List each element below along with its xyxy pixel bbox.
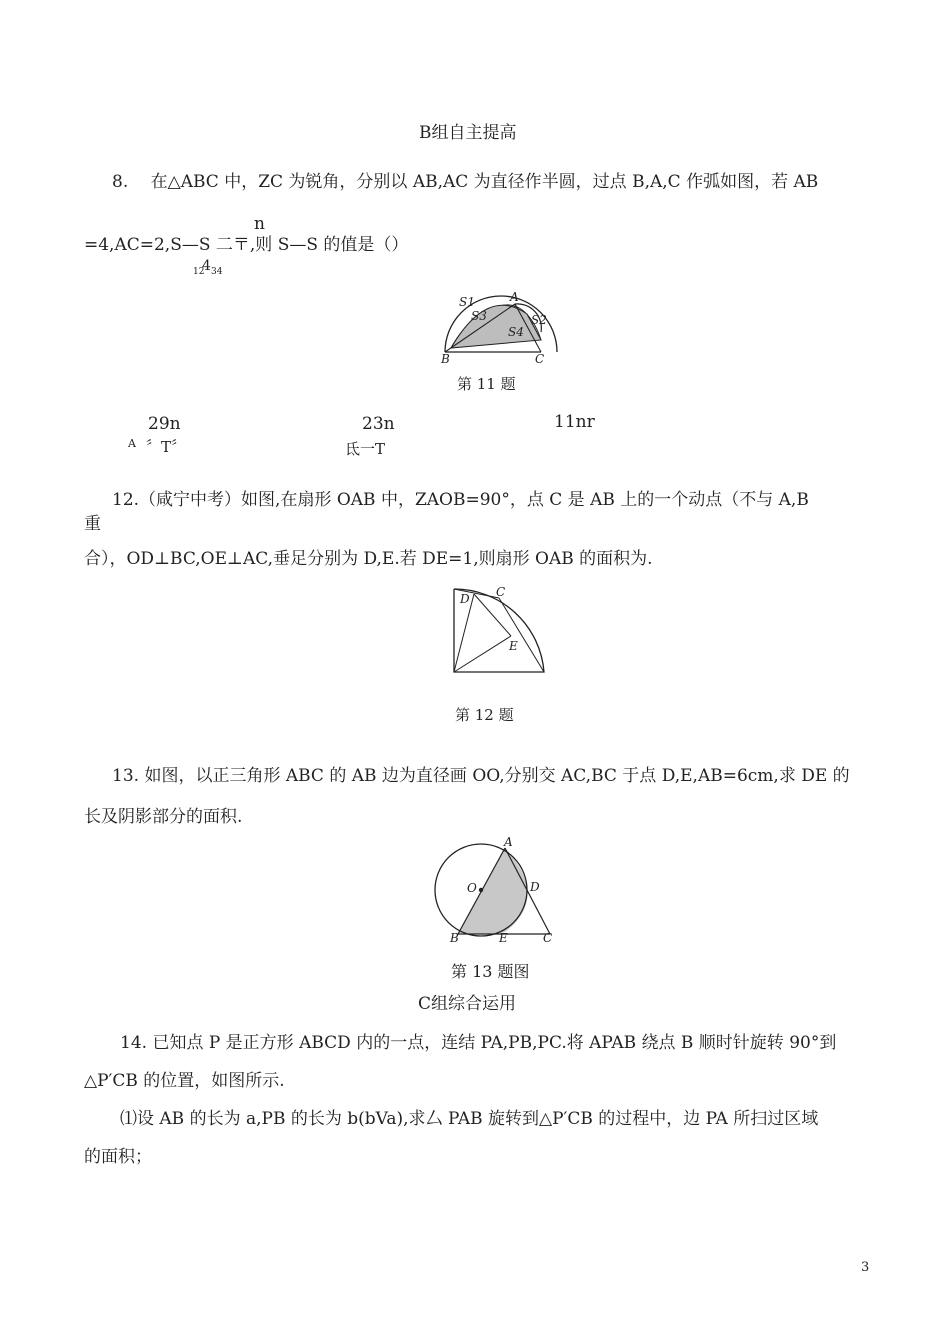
fig13-label-d: D [530, 880, 540, 894]
q14-part1-line2: 的面积； [84, 1147, 152, 1167]
q12-line1: 12.（咸宁中考）如图,在扇形 OAB 中，ZAOB=90°，点 C 是 AB 上的一个动点（不与 A,B [112, 490, 809, 510]
fig13-label-e: E [499, 931, 508, 945]
fig13-label-a: A [504, 835, 513, 849]
figure-13-circle-triangle [433, 835, 558, 945]
q8-option-c-top: 11nr [554, 412, 595, 432]
fig12-label-e: E [509, 639, 518, 653]
q8-subscript-small-1: 12 [193, 267, 205, 277]
figure-13-caption: 第 13 题图 [451, 962, 530, 981]
fig11-label-s4: S4 [508, 325, 524, 339]
section-b-heading: B组自主提高 [419, 123, 517, 143]
q8-line1: 8. 在△ABC 中，ZC 为锐角，分别以 AB,AC 为直径作半圆，过点 B,A,C 作弧如图，若 AB [112, 172, 819, 192]
q8-option-b-bottom: 氐一T [345, 440, 386, 458]
section-c-heading: C组综合运用 [418, 994, 517, 1014]
q12-line1b: 重 [84, 514, 101, 534]
q8-option-b-top: 23n [362, 414, 395, 434]
fig13-label-o: O [467, 881, 477, 895]
figure-11-semicircles [437, 288, 577, 366]
q8-option-a-letter: A [128, 437, 136, 450]
fig12-label-c: C [496, 585, 506, 599]
fig11-label-b: B [441, 352, 450, 366]
q8-subscript-big: 4 [202, 258, 211, 274]
q8-fraction-top: n [254, 214, 265, 234]
figure-11-caption: 第 11 题 [457, 375, 516, 393]
q8-subscript-small-2: 34 [211, 267, 223, 277]
fig11-label-a: A [510, 290, 519, 304]
figure-12-sector [449, 584, 549, 679]
q14-line1: 14. 已知点 P 是正方形 ABCD 内的一点，连结 PA,PB,PC.将 APAB 绕点 B 顺时针旋转 90°到 [120, 1033, 837, 1053]
fig13-label-c: C [543, 931, 553, 945]
fig11-label-s3: S3 [471, 309, 487, 323]
fig12-label-d: D [460, 592, 470, 606]
q13-line2: 长及阴影部分的面积. [84, 807, 243, 827]
figure-12-caption: 第 12 题 [455, 706, 514, 724]
page-number: 3 [861, 1260, 870, 1275]
q12-line2: 合），OD⊥BC,OE⊥AC,垂足分别为 D,E.若 DE=1,则扇形 OAB 的面积为. [84, 549, 653, 569]
q8-option-a-bottom: 〞T〞 [146, 438, 187, 456]
fig11-label-c: C [535, 352, 545, 366]
fig11-label-s1: S1 [459, 295, 475, 309]
q14-line2: △P′CB 的位置，如图所示. [84, 1071, 285, 1091]
q14-part1-line1: ⑴设 AB 的长为 a,PB 的长为 b(bVa),求厶 PAB 旋转到△P′CB 的过程中，边 PA 所扫过区域 [120, 1109, 819, 1129]
fig11-label-s2: S2 [531, 313, 547, 327]
q13-line1: 13. 如图，以正三角形 ABC 的 AB 边为直径画 OO,分别交 AC,BC 于点 D,E,AB=6cm,求 DE 的 [112, 766, 850, 786]
q8-option-a-top: 29n [148, 414, 181, 434]
q8-line2: =4,AC=2,S—S 二〒,则 S—S 的值是（） [84, 235, 409, 255]
fig13-label-b: B [450, 931, 459, 945]
